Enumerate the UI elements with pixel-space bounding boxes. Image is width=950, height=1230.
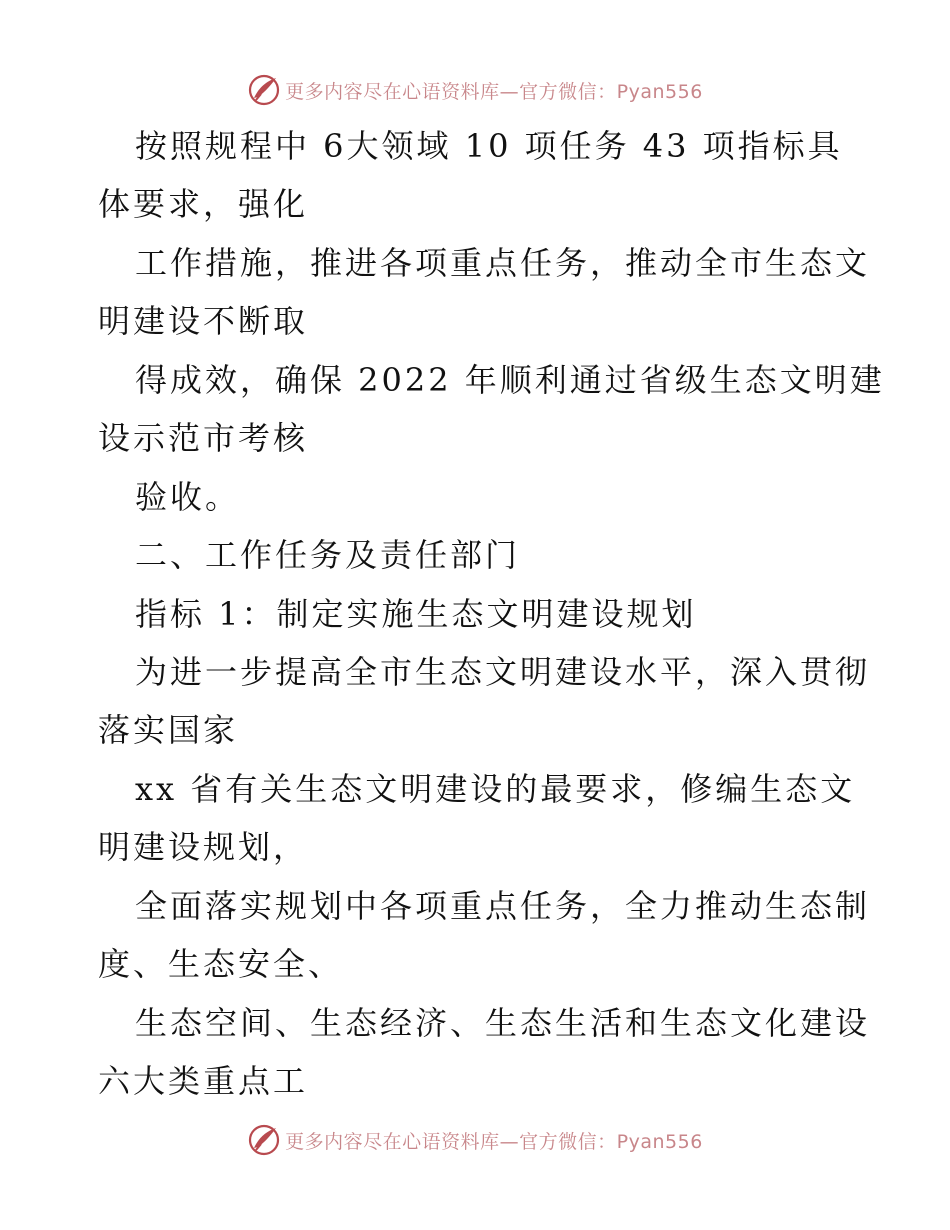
text-line: 度、生态安全、: [98, 945, 344, 983]
quill-emblem-icon: [247, 1123, 281, 1157]
text-line: 明建设规划，: [98, 828, 309, 866]
watermark-text: 更多内容尽在心语资料库—官方微信：Pyan556: [285, 1130, 703, 1153]
text-line: 工作措施，推进各项重点任务，推动全市生态文: [135, 244, 871, 282]
indicator-heading: 指标 1：制定实施生态文明建设规划: [135, 595, 697, 633]
text-line: 明建设不断取: [98, 302, 309, 340]
text-line: 按照规程中 6大领域 10 项任务 43 项指标具: [135, 127, 843, 165]
text-line: 得成效，确保 2022 年顺利通过省级生态文明建: [135, 361, 885, 399]
text-line: xx 省有关生态文明建设的最要求，修编生态文: [135, 770, 856, 808]
text-line: 落实国家: [98, 711, 239, 749]
watermark-text: 更多内容尽在心语资料库—官方微信：Pyan556: [285, 80, 703, 103]
text-line: 生态空间、生态经济、生态生活和生态文化建设: [135, 1004, 871, 1042]
footer-watermark: [0, 1120, 950, 1160]
text-line: 六大类重点工: [98, 1062, 309, 1100]
text-line: 设示范市考核: [98, 419, 309, 457]
text-line: 验收。: [135, 478, 241, 516]
text-line: 体要求，强化: [98, 185, 309, 223]
section-heading: 二、工作任务及责任部门: [135, 536, 521, 574]
text-line: 全面落实规划中各项重点任务，全力推动生态制: [135, 887, 871, 925]
text-line: 为进一步提高全市生态文明建设水平，深入贯彻: [135, 653, 871, 691]
